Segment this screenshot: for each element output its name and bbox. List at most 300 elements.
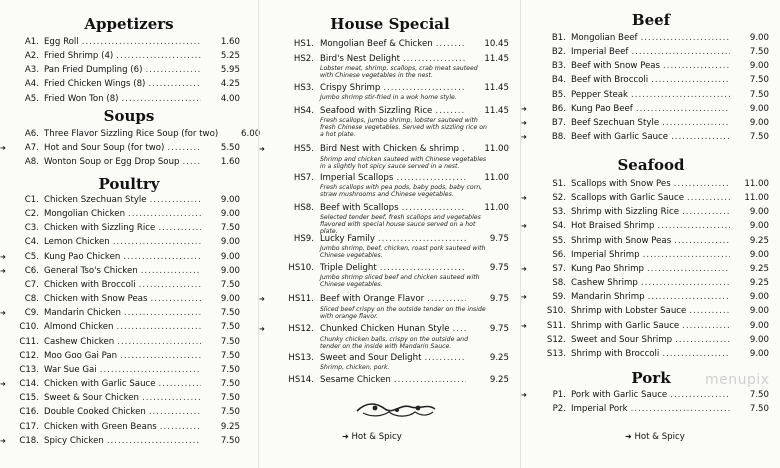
leader-dots <box>682 319 730 333</box>
menu-item <box>0 405 258 419</box>
item-name: Mandarin Shrimp <box>571 292 645 303</box>
house-special-item <box>259 82 521 101</box>
item-price: 9.75 <box>489 324 509 334</box>
item-code: C18. <box>19 435 39 446</box>
menu-column-right <box>520 0 780 468</box>
leader-dots <box>687 191 730 205</box>
menu-item <box>0 335 258 349</box>
menu-item <box>259 38 521 50</box>
leader-dots <box>148 77 201 91</box>
leader-dots <box>435 105 466 117</box>
item-description: Shrimp, chicken, pork. <box>320 364 390 371</box>
leader-dots <box>383 82 466 94</box>
leader-dots <box>145 63 201 77</box>
leader-dots <box>427 293 466 305</box>
item-price: 9.75 <box>489 294 509 304</box>
item-price: 7.50 <box>220 322 240 333</box>
item-name: Beef with Garlic Sauce <box>571 132 669 143</box>
item-price: 11.00 <box>484 173 509 183</box>
leader-dots <box>151 292 202 306</box>
menu-item <box>521 262 780 276</box>
item-name: Egg Roll <box>44 37 79 47</box>
section-title-seafood: Seafood <box>617 156 685 174</box>
item-name: Imperial Shrimp <box>571 249 640 260</box>
leader-dots <box>380 262 466 274</box>
item-name: Fried Won Ton (8) <box>44 93 119 104</box>
item-name: Kung Pao Beef <box>571 103 633 114</box>
menu-item <box>0 49 258 63</box>
leader-dots <box>674 177 730 191</box>
item-price: 11.00 <box>484 144 509 154</box>
chili-pepper-icon: ➜ <box>521 391 527 399</box>
item-price: 9.75 <box>489 263 509 273</box>
item-code: A2. <box>24 51 39 62</box>
item-price: 5.50 <box>220 143 240 154</box>
menu-item <box>259 262 521 274</box>
item-description: Jumbo shrimp, beef, chicken, roast pork sauteed with Chinese vegetables. <box>320 245 486 260</box>
item-code: C3. <box>24 223 39 234</box>
chili-pepper-icon: ➜ <box>521 194 527 203</box>
leader-dots <box>158 221 201 235</box>
menu-column-left <box>0 0 261 468</box>
soups-list <box>0 127 261 169</box>
item-price: 11.00 <box>744 193 769 204</box>
item-description: Jumbo shrimp sliced beef and chicken sauteed with Chinese vegetables. <box>320 274 480 289</box>
item-code: S2. <box>552 193 566 204</box>
leader-dots <box>641 276 730 290</box>
item-code: C10. <box>19 322 39 333</box>
leader-dots <box>647 262 730 276</box>
item-code: S1. <box>552 179 566 189</box>
item-price: 9.00 <box>220 265 240 276</box>
item-code: C16. <box>19 407 39 418</box>
item-code: HS12. <box>288 324 314 334</box>
menu-item <box>259 105 521 117</box>
house-special-item <box>259 292 521 320</box>
item-price: 9.00 <box>749 117 769 128</box>
menu-item <box>521 333 780 347</box>
menu-item <box>521 388 780 402</box>
item-price: 9.25 <box>489 375 509 385</box>
leader-dots <box>658 219 730 233</box>
item-code: HS14. <box>288 375 314 385</box>
item-name: Shrimp with Sizzling Rice <box>571 207 679 218</box>
item-name: Mongolian Beef & Chicken <box>320 39 433 49</box>
section-title-poultry: Poultry <box>98 175 160 193</box>
item-code: A8. <box>24 157 39 168</box>
item-price: 7.50 <box>749 390 769 400</box>
menu-item <box>521 45 780 59</box>
menu-item <box>521 290 780 304</box>
item-name: Seafood with Sizzling Rice <box>320 106 433 116</box>
house-special-item <box>259 105 521 139</box>
item-price: 7.50 <box>220 435 240 446</box>
item-name: Scallops with Garlic Sauce <box>571 193 684 204</box>
legend-hot-spicy: ➜ Hot & Spicy <box>625 432 685 442</box>
item-code: HS7. <box>293 173 314 183</box>
menu-item <box>521 219 780 233</box>
item-price: 7.50 <box>220 364 240 375</box>
leader-dots <box>123 250 201 264</box>
leader-dots <box>167 141 201 155</box>
item-code: B8. <box>551 132 566 143</box>
menu-item <box>0 306 258 320</box>
house-special-item <box>259 172 521 198</box>
menu-item <box>259 322 521 336</box>
leader-dots <box>689 304 730 318</box>
menu-item <box>521 102 780 116</box>
item-name: Mandarin Chicken <box>44 308 121 319</box>
leader-dots <box>117 335 201 349</box>
leader-dots <box>631 45 730 59</box>
item-price: 7.50 <box>749 404 769 415</box>
item-name: Lucky Family <box>320 234 375 244</box>
item-name: Chicken with Green Beans <box>44 421 157 432</box>
menu-item <box>521 88 780 102</box>
item-code: C5. <box>24 251 39 262</box>
item-name: General Tso's Chicken <box>44 265 138 276</box>
item-code: A4. <box>24 79 39 90</box>
menu-item <box>259 352 521 364</box>
item-code: B3. <box>551 61 566 72</box>
item-name: Almond Chicken <box>44 322 114 333</box>
leader-dots <box>403 53 466 65</box>
leader-dots <box>82 35 201 49</box>
item-name: Scallops with Snow Pes <box>571 179 671 189</box>
item-price: 7.50 <box>749 47 769 58</box>
menu-item <box>259 233 521 245</box>
menu-item <box>521 304 780 318</box>
chili-pepper-icon: ➜ <box>0 252 6 261</box>
item-code: S5. <box>552 235 566 246</box>
item-code: C9. <box>24 308 39 319</box>
chili-pepper-icon: ➜ <box>259 325 265 333</box>
leader-dots <box>150 193 201 207</box>
menu-item <box>0 264 258 278</box>
item-price: 7.50 <box>220 379 240 390</box>
item-code: B1. <box>551 33 566 43</box>
item-name: Chicken with Snow Peas <box>44 294 148 305</box>
chili-pepper-icon: ➜ <box>259 145 265 153</box>
item-price: 11.45 <box>484 83 509 93</box>
item-name: Shrimp with Broccoli <box>571 348 660 359</box>
menu-item <box>0 420 258 434</box>
item-name: Kung Pao Shrimp <box>571 263 644 274</box>
item-price: 4.00 <box>220 93 240 104</box>
item-name: Chicken with Broccoli <box>44 279 136 290</box>
house-special-item <box>259 233 521 259</box>
house-special-item <box>259 322 521 350</box>
leader-dots <box>648 290 730 304</box>
chili-pepper-icon: ➜ <box>521 264 527 273</box>
item-description: Chunky chicken balls, crispy on the outside and tender on the inside with Mandarin Sauce. <box>320 336 468 351</box>
item-name: Pepper Steak <box>571 89 628 100</box>
menu-item <box>0 320 258 334</box>
leader-dots <box>139 278 201 292</box>
item-code: HS9. <box>293 234 314 244</box>
menu-item <box>521 276 780 290</box>
chili-pepper-icon: ➜ <box>0 436 6 445</box>
menu-item <box>521 31 780 45</box>
menu-item <box>259 142 521 156</box>
leader-dots <box>402 202 466 214</box>
item-name: Hot and Sour Soup (for two) <box>44 143 165 154</box>
item-name: Three Flavor Sizzling Rice Soup (for two) <box>44 129 219 139</box>
leader-dots <box>643 248 730 262</box>
item-price: 9.00 <box>749 61 769 72</box>
house-special-item <box>259 53 521 79</box>
item-name: War Sue Gai <box>44 364 97 375</box>
menu-item <box>521 130 780 144</box>
item-name: Beef Szechuan Style <box>571 117 660 128</box>
item-code: B4. <box>551 75 566 86</box>
leader-dots <box>122 92 201 106</box>
section-title-soups: Soups <box>103 107 155 125</box>
appetizers-list <box>0 35 258 106</box>
item-name: Triple Delight <box>320 263 377 273</box>
menu-item <box>0 235 258 249</box>
chili-pepper-icon: ➜ <box>521 133 527 142</box>
item-price: 9.00 <box>749 249 769 260</box>
leader-dots <box>124 306 201 320</box>
item-code: HS13. <box>288 353 314 363</box>
menu-item <box>521 191 780 205</box>
item-price: 9.00 <box>749 334 769 345</box>
menu-column-middle <box>258 0 521 468</box>
leader-dots <box>424 352 466 364</box>
item-name: Pan Fried Dumpling (6) <box>44 65 143 76</box>
item-price: 4.25 <box>220 79 240 90</box>
item-name: Cashew Chicken <box>44 336 115 347</box>
item-description: Shrimp and chicken sauteed with Chinese vegetables in a slightly hot spicy sauce served in a nest. <box>320 156 487 171</box>
item-code: S7. <box>552 263 566 274</box>
item-name: Sweet & Sour Chicken <box>44 393 139 404</box>
leader-dots <box>128 207 201 221</box>
item-price: 9.00 <box>749 320 769 331</box>
leader-dots <box>670 388 730 402</box>
item-code: HS5. <box>293 144 314 154</box>
item-code: P2. <box>552 404 566 415</box>
item-name: Fried Chicken Wings (8) <box>44 79 146 90</box>
item-price: 9.00 <box>749 207 769 218</box>
item-name: Beef with Snow Peas <box>571 61 661 72</box>
item-code: C11. <box>19 336 39 347</box>
item-code: S6. <box>552 249 566 260</box>
seafood-list <box>521 177 780 361</box>
item-name: Imperial Scallops <box>320 173 394 183</box>
leader-dots <box>636 102 730 116</box>
item-code: C7. <box>24 279 39 290</box>
item-code: C2. <box>24 209 39 220</box>
house-special-item <box>259 202 521 236</box>
section-title-house-special: House Special <box>330 15 450 33</box>
item-name: Moo Goo Gai Pan <box>44 350 118 361</box>
item-price: 5.25 <box>220 51 240 62</box>
item-price: 7.50 <box>749 75 769 86</box>
item-code: S11. <box>546 320 566 331</box>
menu-item <box>259 374 521 386</box>
leader-dots <box>675 333 730 347</box>
leader-dots <box>120 349 201 363</box>
item-price: 9.00 <box>749 292 769 303</box>
item-name: Crispy Shrimp <box>320 83 381 93</box>
item-price: 11.00 <box>484 203 509 213</box>
chili-pepper-icon: ➜ <box>342 432 349 441</box>
item-price: 7.50 <box>220 393 240 404</box>
item-name: Imperial Beef <box>571 47 629 58</box>
item-code: S12. <box>546 334 566 345</box>
item-price: 9.00 <box>220 294 240 305</box>
menu-item <box>521 319 780 333</box>
menu-item <box>0 292 258 306</box>
section-title-beef: Beef <box>631 11 671 29</box>
item-price: 9.00 <box>749 103 769 114</box>
item-code: C6. <box>24 265 39 276</box>
item-price: 9.00 <box>749 221 769 232</box>
menu-item <box>521 248 780 262</box>
leader-dots <box>631 402 730 416</box>
item-code: B7. <box>551 117 566 128</box>
item-price: 9.00 <box>220 195 240 205</box>
item-price: 7.50 <box>749 132 769 143</box>
leader-dots <box>117 320 202 334</box>
leader-dots <box>631 88 730 102</box>
item-price: 9.25 <box>749 235 769 246</box>
item-name: Beef with Orange Flavor <box>320 294 425 304</box>
leader-dots <box>116 49 201 63</box>
item-name: Chicken with Sizzling Rice <box>44 223 156 234</box>
leader-dots <box>378 233 466 245</box>
item-name: Wonton Soup or Egg Drop Soup <box>44 157 180 168</box>
item-price: 9.00 <box>749 306 769 317</box>
menu-item <box>521 116 780 130</box>
item-price: 7.50 <box>220 308 240 319</box>
watermark: menupix <box>705 372 770 388</box>
chili-pepper-icon: ➜ <box>521 293 527 302</box>
item-description: Lobster meat, shrimp, scallops, crab meat sauteed with Chinese vegetables in the nest. <box>320 65 478 80</box>
item-name: Hot Braised Shrimp <box>571 221 655 232</box>
item-price: 9.00 <box>220 237 240 248</box>
leader-dots <box>141 264 201 278</box>
item-name: Fried Shrimp (4) <box>44 51 114 62</box>
menu-item <box>0 391 258 405</box>
chili-pepper-icon: ➜ <box>259 295 265 303</box>
item-price: 9.00 <box>749 33 769 43</box>
menu-item <box>259 172 521 184</box>
menu-item <box>0 377 258 391</box>
item-price: 1.60 <box>220 157 240 168</box>
house-special-item <box>259 142 521 170</box>
chili-pepper-icon: ➜ <box>521 118 527 127</box>
item-code: HS2. <box>293 54 314 64</box>
item-price: 10.45 <box>484 39 509 49</box>
leader-dots <box>394 374 466 386</box>
poultry-list <box>0 193 258 448</box>
item-price: 5.95 <box>220 65 240 76</box>
menu-item <box>0 63 258 77</box>
item-price: 7.50 <box>220 279 240 290</box>
item-price: 7.50 <box>220 336 240 347</box>
item-description: Fresh scallops, jumbo shrimp, lobster sauteed with fresh Chinese vegetables. Served with sizzling rice on a hot plate. <box>320 117 487 139</box>
menu-item <box>521 205 780 219</box>
leader-dots <box>113 235 201 249</box>
item-price: 9.00 <box>220 251 240 262</box>
item-code: B2. <box>551 47 566 58</box>
menu-item <box>259 82 521 94</box>
item-price: 11.00 <box>744 179 769 189</box>
menu-item <box>259 202 521 214</box>
item-code: HS8. <box>293 203 314 213</box>
item-code: HS10. <box>288 263 314 273</box>
menu-item <box>521 73 780 87</box>
chili-pepper-icon: ➜ <box>0 144 6 153</box>
menu-item <box>0 207 258 221</box>
item-name: Mongolian Chicken <box>44 209 126 220</box>
chili-pepper-icon: ➜ <box>0 266 6 275</box>
item-price: 7.50 <box>220 350 240 361</box>
decorative-garnish-icon <box>355 399 437 419</box>
section-title-appetizers: Appetizers <box>84 15 174 33</box>
item-code: HS1. <box>293 39 314 49</box>
item-code: C14. <box>19 379 39 390</box>
item-price: 9.00 <box>749 348 769 359</box>
item-code: S8. <box>552 278 566 289</box>
chili-pepper-icon: ➜ <box>521 104 527 113</box>
menu-item <box>259 53 521 65</box>
item-code: HS4. <box>293 106 314 116</box>
section-title-pork: Pork <box>631 369 671 387</box>
leader-dots <box>107 434 201 448</box>
leader-dots <box>663 59 730 73</box>
item-code: A5. <box>24 93 39 104</box>
item-description: Selected tender beef, fresh scallops and vegetables flavored with special house sauce served on a hot plate. <box>320 214 481 236</box>
item-name: Pork with Garlic Sauce <box>571 390 668 400</box>
item-code: B5. <box>551 89 566 100</box>
item-price: 9.75 <box>489 234 509 244</box>
leader-dots <box>671 130 730 144</box>
item-price: 6.00 <box>241 129 261 139</box>
menu-item <box>0 155 258 169</box>
leader-dots <box>662 116 730 130</box>
item-name: Sweet and Sour Shrimp <box>571 334 673 345</box>
legend-hot-spicy: ➜ Hot & Spicy <box>342 432 402 442</box>
item-price: 9.25 <box>749 263 769 274</box>
item-price: 9.25 <box>220 421 240 432</box>
chili-pepper-icon: ➜ <box>0 380 6 389</box>
item-name: Mongolian Beef <box>571 33 638 43</box>
leader-dots <box>160 420 201 434</box>
item-code: C8. <box>24 294 39 305</box>
item-code: HS3. <box>293 83 314 93</box>
leader-dots <box>149 405 201 419</box>
item-price: 7.50 <box>749 89 769 100</box>
pork-list <box>521 388 780 416</box>
item-name: Sesame Chicken <box>320 375 391 385</box>
item-name: Shrimp with Snow Peas <box>571 235 672 246</box>
item-name: Beef with Scallops <box>320 203 399 213</box>
item-code: A6. <box>24 129 39 139</box>
leader-dots <box>100 363 201 377</box>
item-code: S3. <box>552 207 566 218</box>
chili-pepper-icon: ➜ <box>521 321 527 330</box>
item-name: Chunked Chicken Hunan Style <box>320 324 450 334</box>
item-code: S4. <box>552 221 566 232</box>
menu-item <box>521 347 780 361</box>
item-name: Double Cooked Chicken <box>44 407 146 418</box>
menu-item <box>521 59 780 73</box>
item-code: B6. <box>551 103 566 114</box>
menu-item <box>0 141 258 155</box>
